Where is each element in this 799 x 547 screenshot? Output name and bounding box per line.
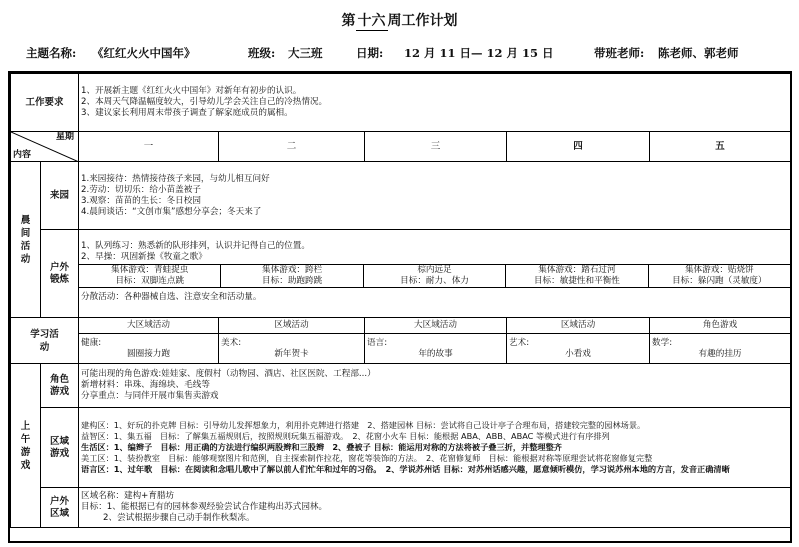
learning-type-tue: 区域活动 <box>219 318 365 334</box>
requirements-content: 1、开展新主题《红红火火中国年》对新年有初步的认识。 2、本周天气降温幅度较大，引导幼儿学会关注自己的冷热情况。 3、建议家长利用周末带孩子调查了解家庭成员的属相。 <box>79 74 791 132</box>
exercise-label: 户外锻炼 <box>41 230 79 318</box>
plan-table <box>8 71 792 543</box>
area-content: 建构区：1、好玩的扑克牌 目标：引导幼儿发挥想象力，利用扑克牌进行搭建 2、搭建园林 目标：尝试将自己设计亭子合理布局，搭建较完整的园林场景。 益智区：1、集五福 目标：了解集五福规则后，按照规则玩集五福游戏。 2、花窗小火车 目标：能根据 ABA、ABB、ABAC 等模式进行有序排列 生活区：1、编辫子 目标：用正确的方法进行编织两股辫和三股辫 2、叠被子 目标：能运用对称的方法将被子叠三折，并整理整齐 美工区：1、装扮教室 目标：能够观察图片和范例，自主探索制作拉花，窗花等装饰的方法。 2、花窗修复师 目标：能根据对称等原理尝试将花窗修复完整 语言区：1、过年歌 目标：在阅读和念唱儿歌中了解以前人们忙年和过年的习俗。 2、学说苏州话 目标：对苏州话感兴趣，愿意倾听模仿，学习说苏州本地的方言，发音正确清晰 <box>79 408 791 488</box>
area-label: 区域游戏 <box>41 408 79 488</box>
arrival-content: 1.来园接待：热情接待孩子来园，与幼儿相互问好 2.劳动：切切乐：给小苗盖被子 3.观察：苗苗的生长：冬日校园 4.晨间谈话：“文创市集”感想分享会；冬天来了 <box>79 162 791 230</box>
day-friday: 五 <box>650 132 791 162</box>
learning-mon: 健康: 圆圈接力跑 <box>79 334 219 364</box>
day-wednesday: 三 <box>365 132 507 162</box>
weekday-corner: 星期 内容 <box>11 132 79 162</box>
learning-type-thu: 区域活动 <box>507 318 650 334</box>
theme-name: 《红红火火中国年》 <box>92 46 196 60</box>
teacher-label: 带班老师: <box>594 46 645 60</box>
exercise-game-thu: 集体游戏：踏石过河 目标：敏捷性和平衡性 <box>506 265 648 287</box>
teacher-names: 陈老师、郭老师 <box>658 46 739 60</box>
learning-tue: 美术: 新年贺卡 <box>219 334 365 364</box>
day-monday: 一 <box>79 132 219 162</box>
scatter-activity: 分散活动：各种器械自选、注意安全和活动量。 <box>81 292 262 302</box>
learning-wed: 语言: 年的故事 <box>365 334 507 364</box>
page-title: 第 十六 周工作计划 <box>0 10 799 31</box>
role-label: 角色游戏 <box>41 364 79 408</box>
plan-header <box>26 45 786 65</box>
outdoor-label: 户外区域 <box>41 488 79 528</box>
class-label: 班级: <box>248 46 276 60</box>
learning-type-mon: 大区域活动 <box>79 318 219 334</box>
forenoon-label: 上午游戏 <box>11 364 41 528</box>
day-thursday: 四 <box>507 132 650 162</box>
learning-fri: 数学: 有趣的挂历 <box>650 334 791 364</box>
date-range: 12 月 11 日— 12 月 15 日 <box>404 46 554 60</box>
day-tuesday: 二 <box>219 132 365 162</box>
exercise-game-mon: 集体游戏：青蛙捉虫 目标：双脚连点跳 <box>79 265 221 287</box>
exercise-game-wed: 棕内远足 目标：耐力、体力 <box>364 265 506 287</box>
theme-label: 主题名称: <box>26 46 77 60</box>
requirements-label: 工作要求 <box>11 74 79 132</box>
arrival-label: 来园 <box>41 162 79 230</box>
learning-thu: 艺术: 小看戏 <box>507 334 650 364</box>
class-name: 大三班 <box>288 46 323 60</box>
learning-type-fri: 角色游戏 <box>650 318 791 334</box>
exercise-game-tue: 集体游戏：跨栏 目标：助跑跨跳 <box>221 265 363 287</box>
learning-label: 学习活动 <box>11 318 79 364</box>
morning-label: 晨间活动 <box>11 162 41 318</box>
date-label: 日期: <box>356 46 384 60</box>
role-content: 可能出现的角色游戏:娃娃家、度假村（动物园、酒店、社区医院、工程部...） 新增材料：串珠、海绵块、毛线等 分享重点：与同伴开展市集售卖游戏 <box>79 364 791 408</box>
outdoor-content: 区域名称：建构+育腊坊 目标：1、能根据已有的园林参观经验尝试合作建构出苏式园林。 2、尝试根据步骤自己动手制作秋梨冻。 <box>79 488 791 528</box>
exercise-game-fri: 集体游戏：贴烧饼 目标：躲闪跑（灵敏度） <box>672 265 767 286</box>
learning-type-wed: 大区域活动 <box>365 318 507 334</box>
exercise-content: 1、队列练习：熟悉新的队形排列，认识并记得自己的位置。 2、早操：巩固新操《牧童之歌》 集体游戏：青蛙捉虫 目标：双脚连点跳 集体游戏：跨栏 目标：助跑跨跳 棕内远足 目标：耐力、体力 集体游戏：踏石过河 目标：敏捷性和平衡性 集体游戏：贴烧饼 目标：躲闪跑（灵敏度） 分散活动：各种器械自选、注意安全和活动量。 <box>79 230 791 318</box>
